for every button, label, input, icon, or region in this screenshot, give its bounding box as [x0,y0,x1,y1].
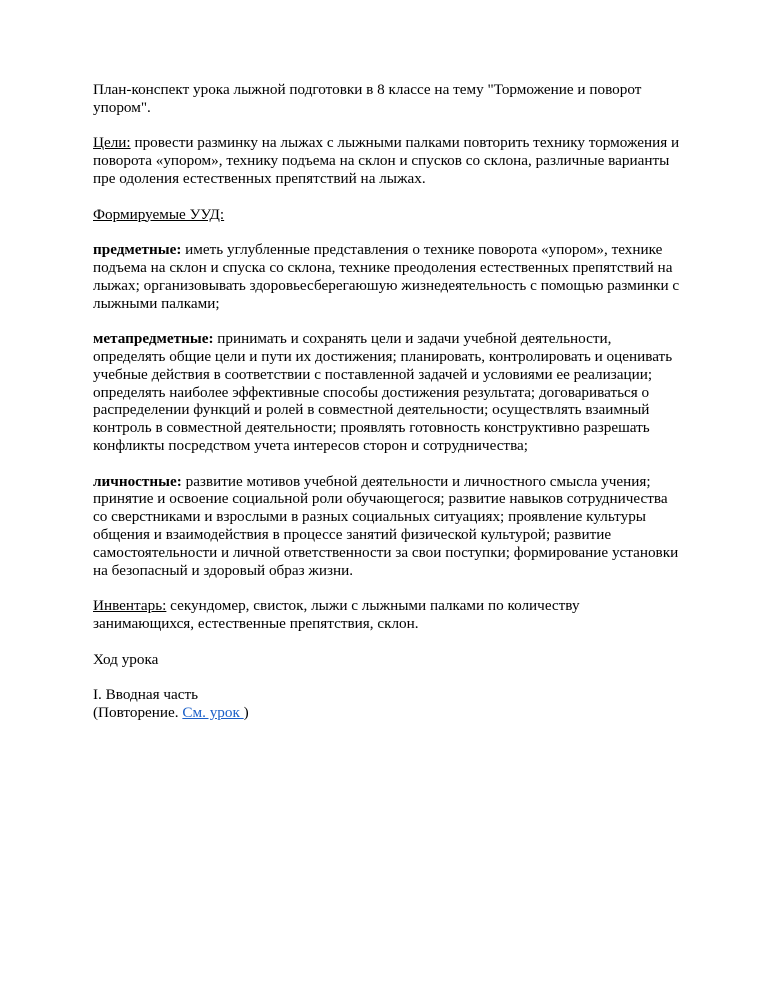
inventory-text: секундомер, свисток, лыжи с лыжными палками по количеству занимающихся, естественные препятствия, склон. [93,597,580,632]
document-body [93,81,683,739]
document-title [93,81,683,117]
inventory-paragraph [93,597,683,633]
uud-heading [93,206,683,224]
intro-paragraph [93,686,683,722]
subject-label: предметные: [93,241,182,259]
inventory-label: Инвентарь: [93,597,167,615]
metasubject-text: принимать и сохранять цели и задачи учебной деятельности, определять общие цели и пути их достижения; планировать, контролировать и оценивать учебные действия в соответствии с поставленной задачей и условиями ее реализации; определять наиболее эффективные способы достижения результата; договариваться о распределении функций и ролей в совместной деятельности; осуществлять взаимный контроль в совместной деятельности; проявлять готовность конструктивно разрешать конфликты посредством учета интересов сторон и сотрудничества; [93,330,673,454]
subject-paragraph [93,241,683,312]
goals-label: Цели: [93,134,131,152]
lesson-heading-text: Ход урока [93,650,159,668]
subject-text: иметь углубленные представления о технике поворота «упором», технике подъема на склон и спуска со склона, технике преодоления естественных препятствий на лыжах; организовывать здоровьесберегаюшую жизнедеятельность с помощью разминки с лыжными палками; [93,241,680,312]
uud-heading-text: Формируемые УУД: [93,205,225,223]
title-text: План-конспект урока лыжной подготовки в 8 классе на тему "Торможение и поворот упором". [93,81,642,116]
repeat-suffix: ) [243,703,249,721]
metasubject-paragraph [93,330,683,455]
personal-label: личностные: [93,472,182,490]
goals-paragraph [93,134,683,187]
personal-paragraph [93,473,683,580]
metasubject-label: метапредметные: [93,330,214,348]
see-lesson-link[interactable]: См. урок [182,703,244,721]
repeat-prefix: (Повторение. [93,703,183,721]
personal-text: развитие мотивов учебной деятельности и личностного смысла учения; принятие и освоение социальной роли обучающегося; развитие навыков сотрудничества со сверстниками и взрослыми в разных социальных ситуациях; проявление культуры общения и взаимодействия в процессе занятий физической культурой; развитие самостоятельности и личной ответственности за свои поступки; формирование установки на безопасный и здоровый образ жизни. [93,472,679,579]
lesson-heading [93,651,683,669]
goals-text: провести разминку на лыжах с лыжными палками повторить технику торможения и поворота «упором», технику подъема на склон и спусков со склона, различные варианты пре одоления естественных препятствий на лыжах. [93,134,680,187]
intro-part-text: I. Вводная часть [93,686,199,704]
